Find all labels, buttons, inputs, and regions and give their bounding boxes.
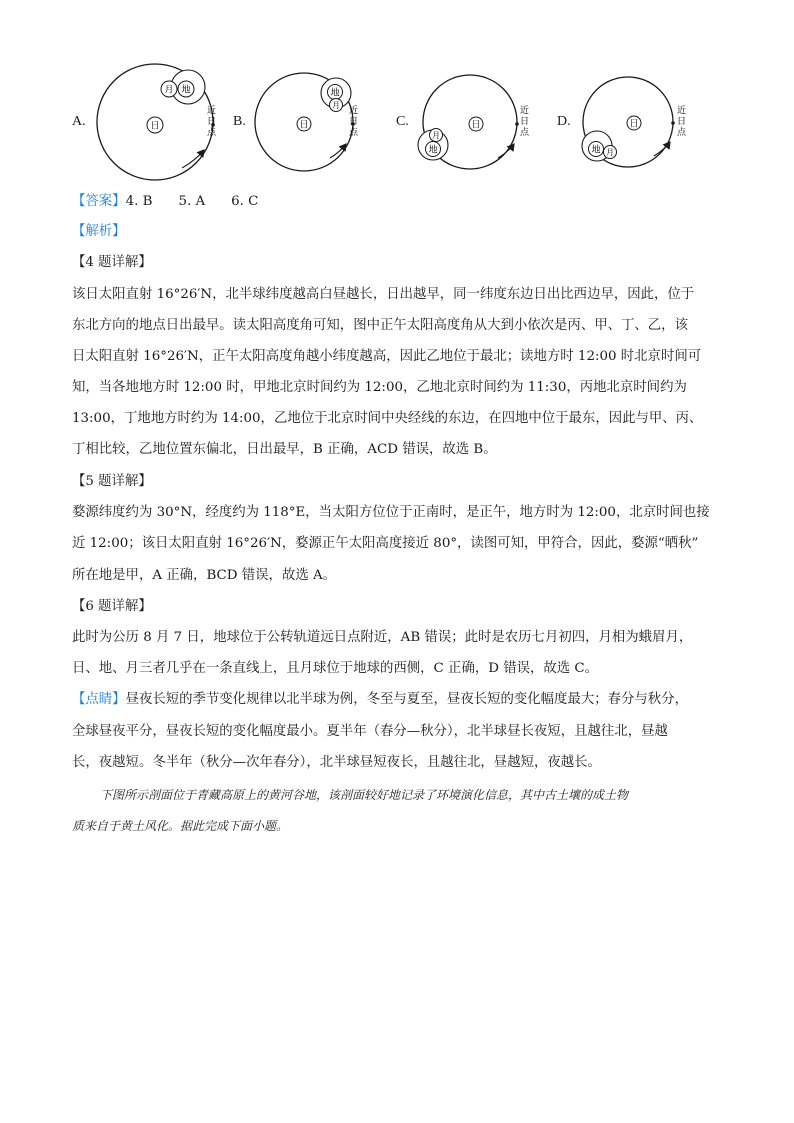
tip-line: 长，夜越短。冬半年（秋分—次年春分），北半球昼短夜长，且越往北，昼越短，夜越长。 — [72, 755, 601, 770]
option-c-diagram — [418, 75, 530, 169]
perihelion-label-3: 点 — [207, 128, 217, 138]
sun-label: 日 — [299, 120, 309, 131]
earth-label: 地 — [591, 145, 601, 156]
q4-line: 丁相比较，乙地位置东偏北，日出最早，B 正确，ACD 错误，故选 B。 — [72, 442, 497, 457]
perihelion-label-2: 日 — [207, 117, 217, 127]
perihelion-label-1: 近 — [207, 106, 217, 116]
option-a-letter: A. — [72, 114, 86, 129]
perihelion-label-3: 点 — [349, 128, 359, 138]
perihelion-label-2: 日 — [349, 117, 359, 127]
tip-line-1 — [72, 690, 688, 710]
option-d-letter: D. — [557, 114, 571, 129]
orbit-figure-row — [0, 60, 794, 195]
direction-arrow — [498, 144, 514, 158]
q4-line: 知，当各地地方时 12:00 时，甲地北京时间约为 12:00，乙地北京时间约为 11:30，丙地北京时间约为 — [72, 380, 687, 395]
q5-line: 所在地是甲，A 正确，BCD 错误，故选 A。 — [72, 568, 337, 583]
perihelion-dot — [515, 122, 519, 126]
earth-label: 地 — [428, 145, 438, 156]
perihelion-dot — [671, 121, 675, 125]
q6-line: 此时为公历 8 月 7 日，地球位于公转轨道远日点附近，AB 错误；此时是农历七月初四，月相为蛾眉月， — [72, 630, 693, 645]
q4-line: 日太阳直射 16°26′N，正午太阳高度角越小纬度越高，因此乙地位于最北；读地方时 12:00 时北京时间可 — [72, 349, 702, 364]
q6-heading: 【6 题详解】 — [72, 599, 152, 614]
q4-line: 13:00，丁地地方时约为 14:00，乙地位于北京时间中央经线的东边，在四地中位于最东，因此与甲、丙、 — [72, 411, 703, 426]
moon-label: 月 — [332, 101, 340, 110]
q4-line: 该日太阳直射 16°26′N，北半球纬度越高白昼越长，日出越早，同一纬度东边日出比西边早，因此，位于 — [72, 287, 695, 302]
earth-label: 地 — [181, 85, 191, 96]
perihelion-label-3: 点 — [677, 128, 687, 138]
sun-label: 日 — [629, 119, 639, 130]
tip-line: 全球昼夜平分，昼夜长短的变化幅度最小。夏半年（春分—秋分），北半球昼长夜短，且越往北，昼越 — [72, 724, 668, 739]
moon-label: 月 — [164, 85, 174, 96]
perihelion-label-1: 近 — [349, 106, 359, 116]
tip-tag: 【点睛】 — [72, 692, 126, 707]
tip-text: 昼夜长短的季节变化规律以北半球为例，冬至与夏至，昼夜长短的变化幅度最大；春分与秋分， — [125, 692, 688, 707]
option-c-letter: C. — [396, 114, 409, 129]
perihelion-label-1: 近 — [677, 106, 687, 116]
intro-line: 下图所示剖面位于青藏高原上的黄河谷地，该剖面较好地记录了环境演化信息，其中古土壤的成土物 — [100, 788, 629, 802]
q5-line: 婺源纬度约为 30°N，经度约为 118°E，当太阳方位位于正南时，是正午，地方时为 12:00，北京时间也接 — [72, 505, 710, 520]
sun-label: 日 — [150, 121, 160, 132]
perihelion-label-1: 近 — [520, 106, 530, 116]
q5-heading: 【5 题详解】 — [72, 474, 152, 489]
answer-item-4: 4. B — [125, 194, 153, 209]
option-b-diagram — [255, 73, 359, 171]
option-d-diagram — [582, 77, 687, 167]
q5-line: 近 12:00；该日太阳直射 16°26′N，婺源正午太阳高度接近 80°，读图可知，甲符合，因此，婺源“晒秋” — [72, 536, 699, 551]
analysis-tag: 【解析】 — [72, 224, 126, 239]
earth-label: 地 — [330, 88, 340, 99]
option-b-letter: B. — [233, 114, 246, 129]
perihelion-label-3: 点 — [520, 128, 530, 138]
answer-item-5: 5. A — [178, 194, 206, 209]
perihelion-label-2: 日 — [677, 117, 687, 127]
option-a-diagram — [97, 64, 217, 180]
answer-line — [72, 192, 284, 212]
answer-item-6: 6. C — [231, 194, 259, 209]
q4-line: 东北方向的地点日出最早。读太阳高度角可知，图中正午太阳高度角从大到小依次是丙、甲、丁、乙，该 — [72, 318, 688, 333]
q4-heading: 【4 题详解】 — [72, 255, 152, 270]
moon-label: 月 — [606, 148, 614, 157]
q6-line: 日、地、月三者几乎在一条直线上，且月球位于地球的西侧，C 正确，D 错误，故选 C。 — [72, 661, 599, 676]
moon-label: 月 — [432, 131, 440, 140]
intro-line: 质来自于黄土风化。据此完成下面小题。 — [72, 819, 289, 833]
answer-tag: 【答案】 — [72, 194, 126, 209]
sun-label: 日 — [471, 120, 481, 131]
perihelion-label-2: 日 — [520, 117, 530, 127]
